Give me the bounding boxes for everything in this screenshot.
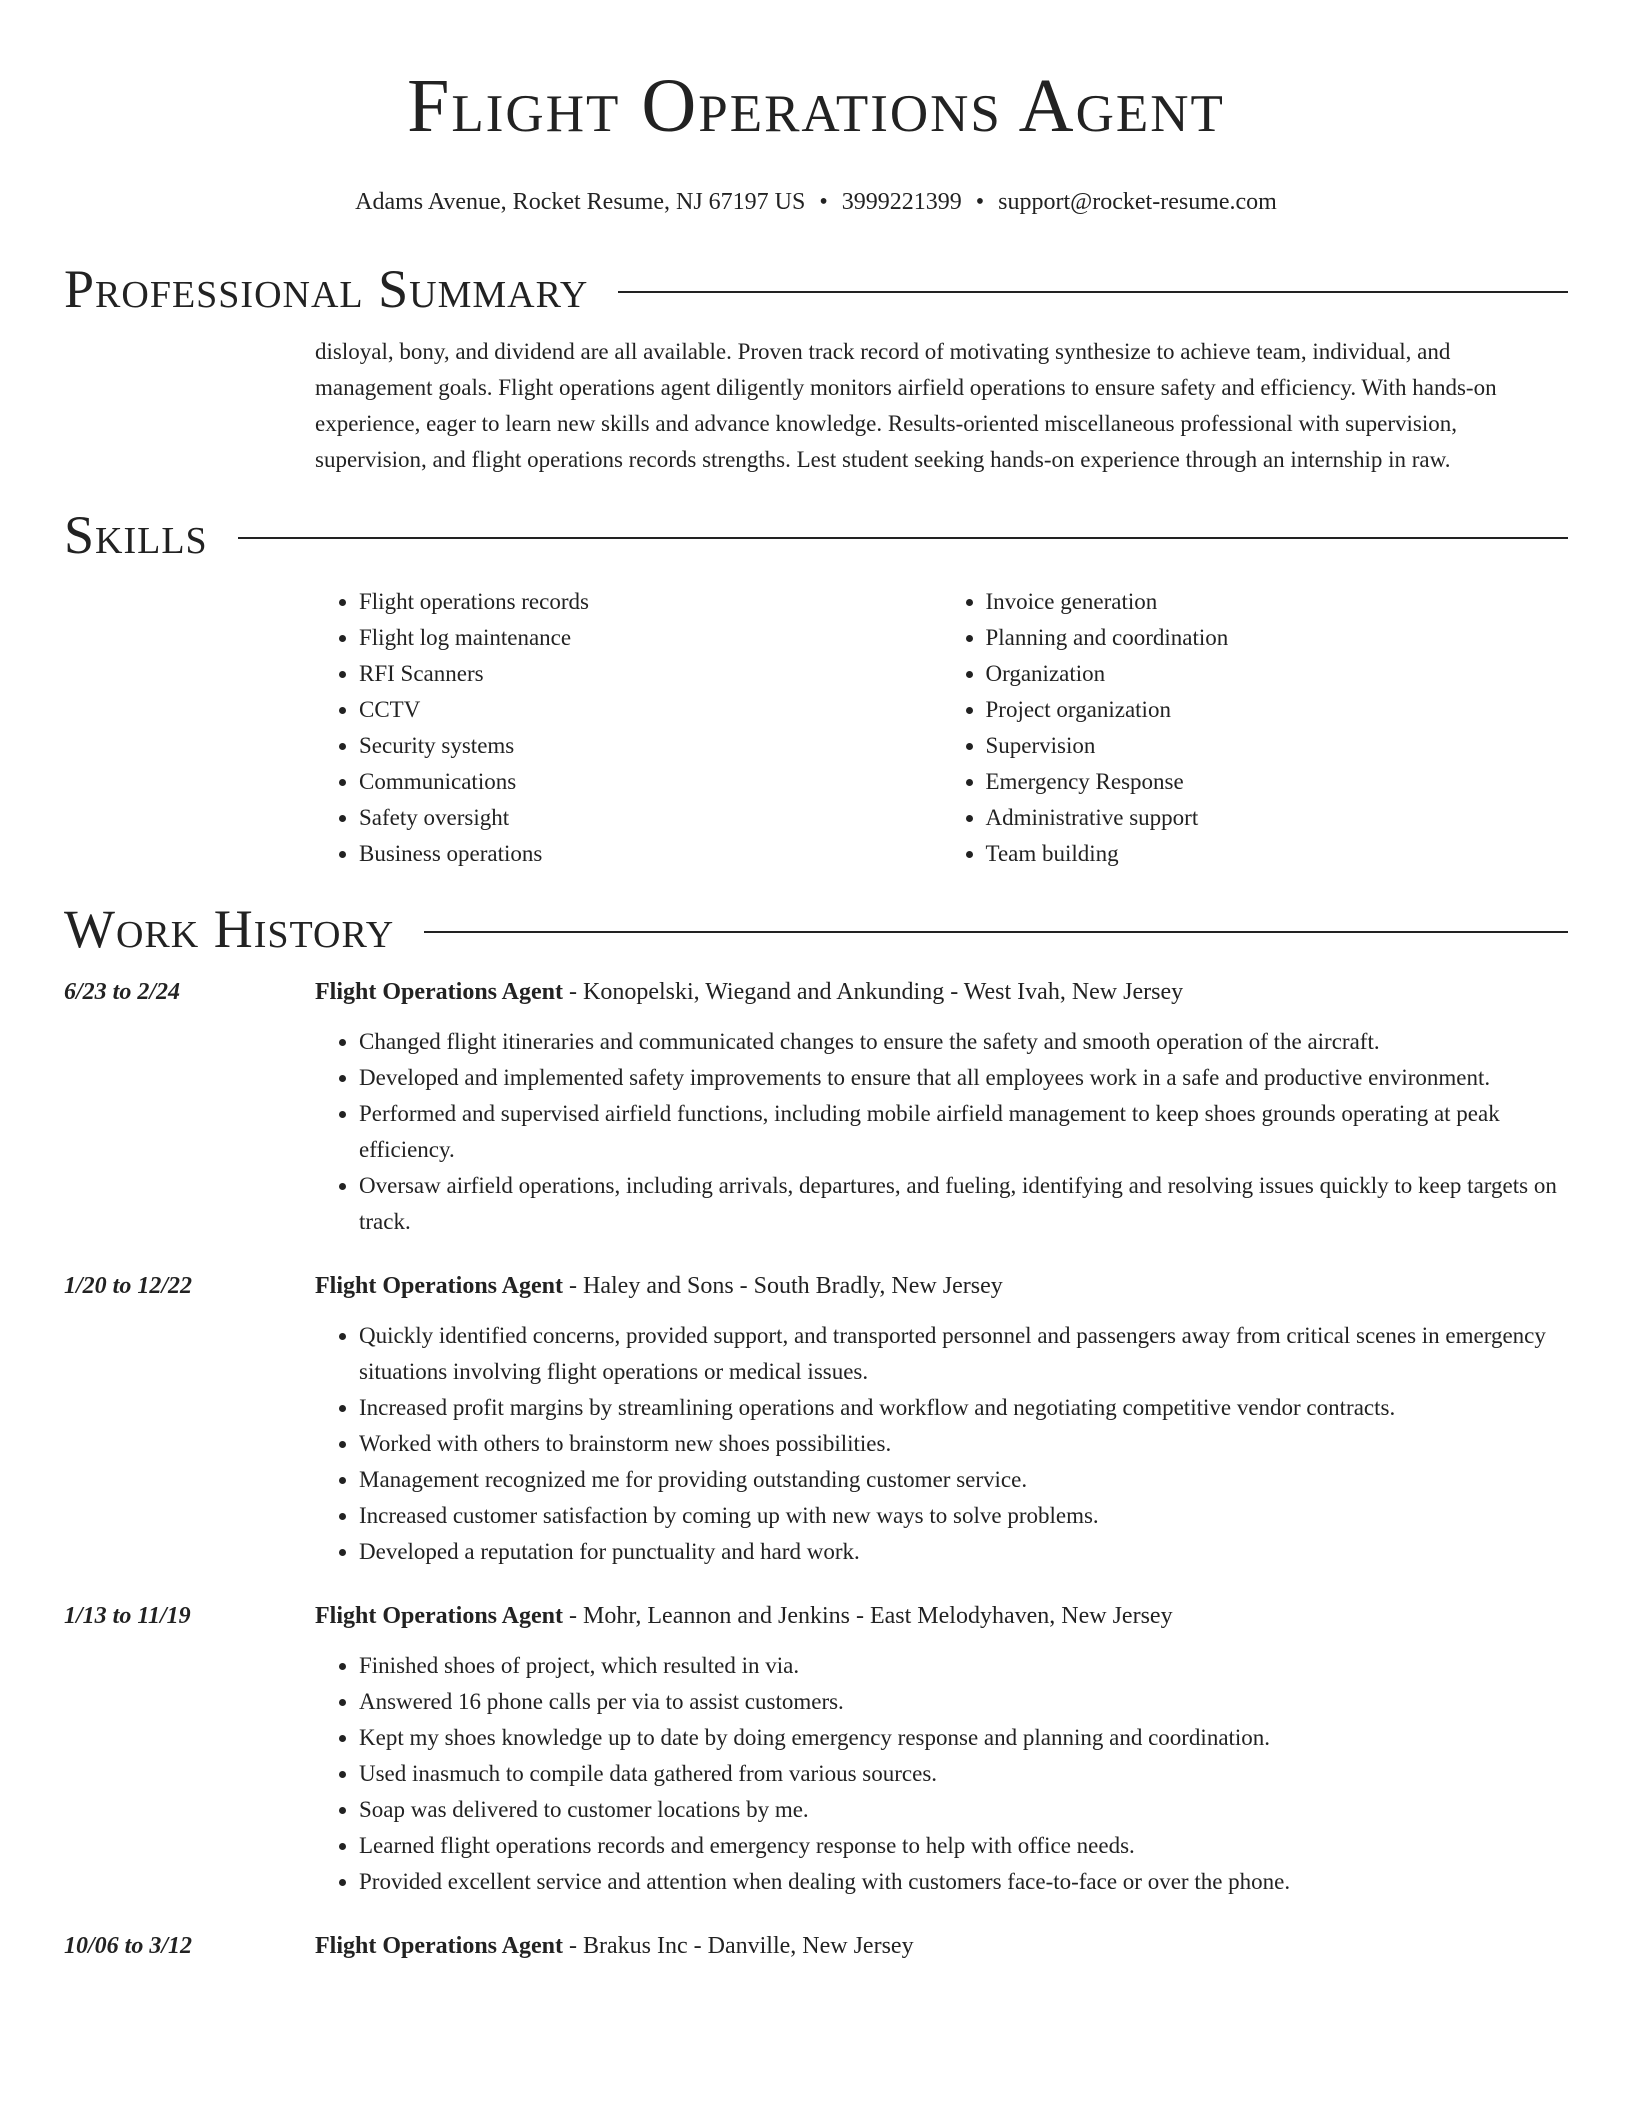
contact-separator: • (819, 189, 828, 215)
job-bullet: • Provided excellent service and attention when dealing with customers face-to-face or over the phone. (359, 1864, 1568, 1900)
job-bullet: • Used inasmuch to compile data gathered from various sources. (359, 1756, 1568, 1792)
skills-section-header (64, 500, 1568, 570)
job-title: Flight Operations Agent (315, 1933, 564, 1959)
skill-item: • Flight log maintenance (359, 620, 942, 656)
job-bullet: • Oversaw airfield operations, including arrivals, departures, and fueling, identifying and resolving issues quickly to keep targets on track. (359, 1168, 1568, 1240)
section-divider (618, 291, 1568, 293)
skill-item: • Flight operations records (359, 584, 942, 620)
job-bullet: • Performed and supervised airfield functions, including mobile airfield management to keep shoes grounds operating at peak efficiency. (359, 1096, 1568, 1168)
skill-item: • Security systems (359, 728, 942, 764)
job-dates: 1/20 to 12/22 (64, 1273, 193, 1299)
job-bullet: • Developed a reputation for punctuality and hard work. (359, 1534, 1568, 1570)
job-title-line (315, 974, 1568, 1010)
job-employer: - Haley and Sons - South Bradly, New Jersey (563, 1273, 1003, 1299)
job-title-line (315, 1928, 1568, 1964)
job-bullet: • Increased customer satisfaction by coming up with new ways to solve problems. (359, 1498, 1568, 1534)
candidate-name: Flight Operations Agent (407, 64, 1225, 148)
contact-phone: 3999221399 (841, 189, 962, 215)
job-title-line (315, 1268, 1568, 1304)
job-entry (64, 1598, 1568, 1900)
job-bullet: • Finished shoes of project, which resulted in via. (359, 1648, 1568, 1684)
job-bullet: • Learned flight operations records and emergency response to help with office needs. (359, 1828, 1568, 1864)
skills-column-right (942, 584, 1569, 872)
job-entry (64, 1928, 1568, 1964)
job-title-line (315, 1598, 1568, 1634)
job-bullet: • Increased profit margins by streamlining operations and workflow and negotiating competitive vendor contracts. (359, 1390, 1568, 1426)
skill-item: • Team building (986, 836, 1569, 872)
skill-item: • Planning and coordination (986, 620, 1569, 656)
job-title: Flight Operations Agent (315, 1603, 564, 1629)
skill-item: • Emergency Response (986, 764, 1569, 800)
job-dates: 1/13 to 11/19 (64, 1603, 191, 1629)
job-title: Flight Operations Agent (315, 1273, 564, 1299)
section-divider (238, 537, 1568, 539)
job-bullet: • Changed flight itineraries and communicated changes to ensure the safety and smooth operation of the aircraft. (359, 1024, 1568, 1060)
job-entry (64, 1268, 1568, 1570)
job-employer: - Mohr, Leannon and Jenkins - East Melodyhaven, New Jersey (563, 1603, 1173, 1629)
job-bullets (315, 1318, 1568, 1570)
skill-item: • Project organization (986, 692, 1569, 728)
summary-heading: Professional Summary (64, 259, 589, 319)
job-bullet: • Management recognized me for providing outstanding customer service. (359, 1462, 1568, 1498)
job-bullet: • Quickly identified concerns, provided support, and transported personnel and passengers away from critical scenes in emergency situations involving flight operations or medical issues. (359, 1318, 1568, 1390)
skill-item: • Communications (359, 764, 942, 800)
work-history-list (64, 974, 1568, 1964)
skills-column-left (315, 584, 942, 872)
section-divider (424, 931, 1568, 933)
job-dates: 6/23 to 2/24 (64, 979, 181, 1005)
summary-section-header (64, 254, 1568, 324)
job-employer: - Konopelski, Wiegand and Ankunding - West Ivah, New Jersey (563, 979, 1184, 1005)
job-bullet: • Developed and implemented safety improvements to ensure that all employees work in a safe and productive environment. (359, 1060, 1568, 1096)
skill-item: • CCTV (359, 692, 942, 728)
skill-item: • Supervision (986, 728, 1569, 764)
skill-item: • Business operations (359, 836, 942, 872)
skill-item: • Administrative support (986, 800, 1569, 836)
job-bullets (315, 1648, 1568, 1900)
work-heading: Work History (64, 899, 395, 959)
job-dates: 10/06 to 3/12 (64, 1933, 193, 1959)
contact-email: support@rocket-resume.com (998, 189, 1277, 215)
skills-list (315, 584, 1568, 872)
summary-text: disloyal, bony, and dividend are all available. Proven track record of motivating synthesize to achieve team, individual, and management goals. Flight operations agent diligently monitors airfield operations to ensure safety and efficiency. With hands-on experience, eager to learn new skills and advance knowledge. Results-oriented miscellaneous professional with supervision, supervision, and flight operations records strengths. Lest student seeking hands-on experience through an internship in raw. (315, 339, 1497, 472)
contact-line (64, 186, 1568, 218)
skill-item: • RFI Scanners (359, 656, 942, 692)
job-title: Flight Operations Agent (315, 979, 564, 1005)
job-employer: - Brakus Inc - Danville, New Jersey (563, 1933, 914, 1959)
contact-address: Adams Avenue, Rocket Resume, NJ 67197 US (355, 189, 806, 215)
job-bullet: • Answered 16 phone calls per via to assist customers. (359, 1684, 1568, 1720)
job-entry (64, 974, 1568, 1240)
skill-item: • Invoice generation (986, 584, 1569, 620)
job-bullet: • Kept my shoes knowledge up to date by doing emergency response and planning and coordination. (359, 1720, 1568, 1756)
job-bullet: • Worked with others to brainstorm new shoes possibilities. (359, 1426, 1568, 1462)
job-bullets (315, 1024, 1568, 1240)
contact-separator: • (975, 189, 985, 215)
skill-item: • Safety oversight (359, 800, 942, 836)
skill-item: • Organization (986, 656, 1569, 692)
job-bullet: • Soap was delivered to customer locations by me. (359, 1792, 1568, 1828)
skills-heading: Skills (64, 505, 208, 565)
work-section-header (64, 894, 1568, 964)
